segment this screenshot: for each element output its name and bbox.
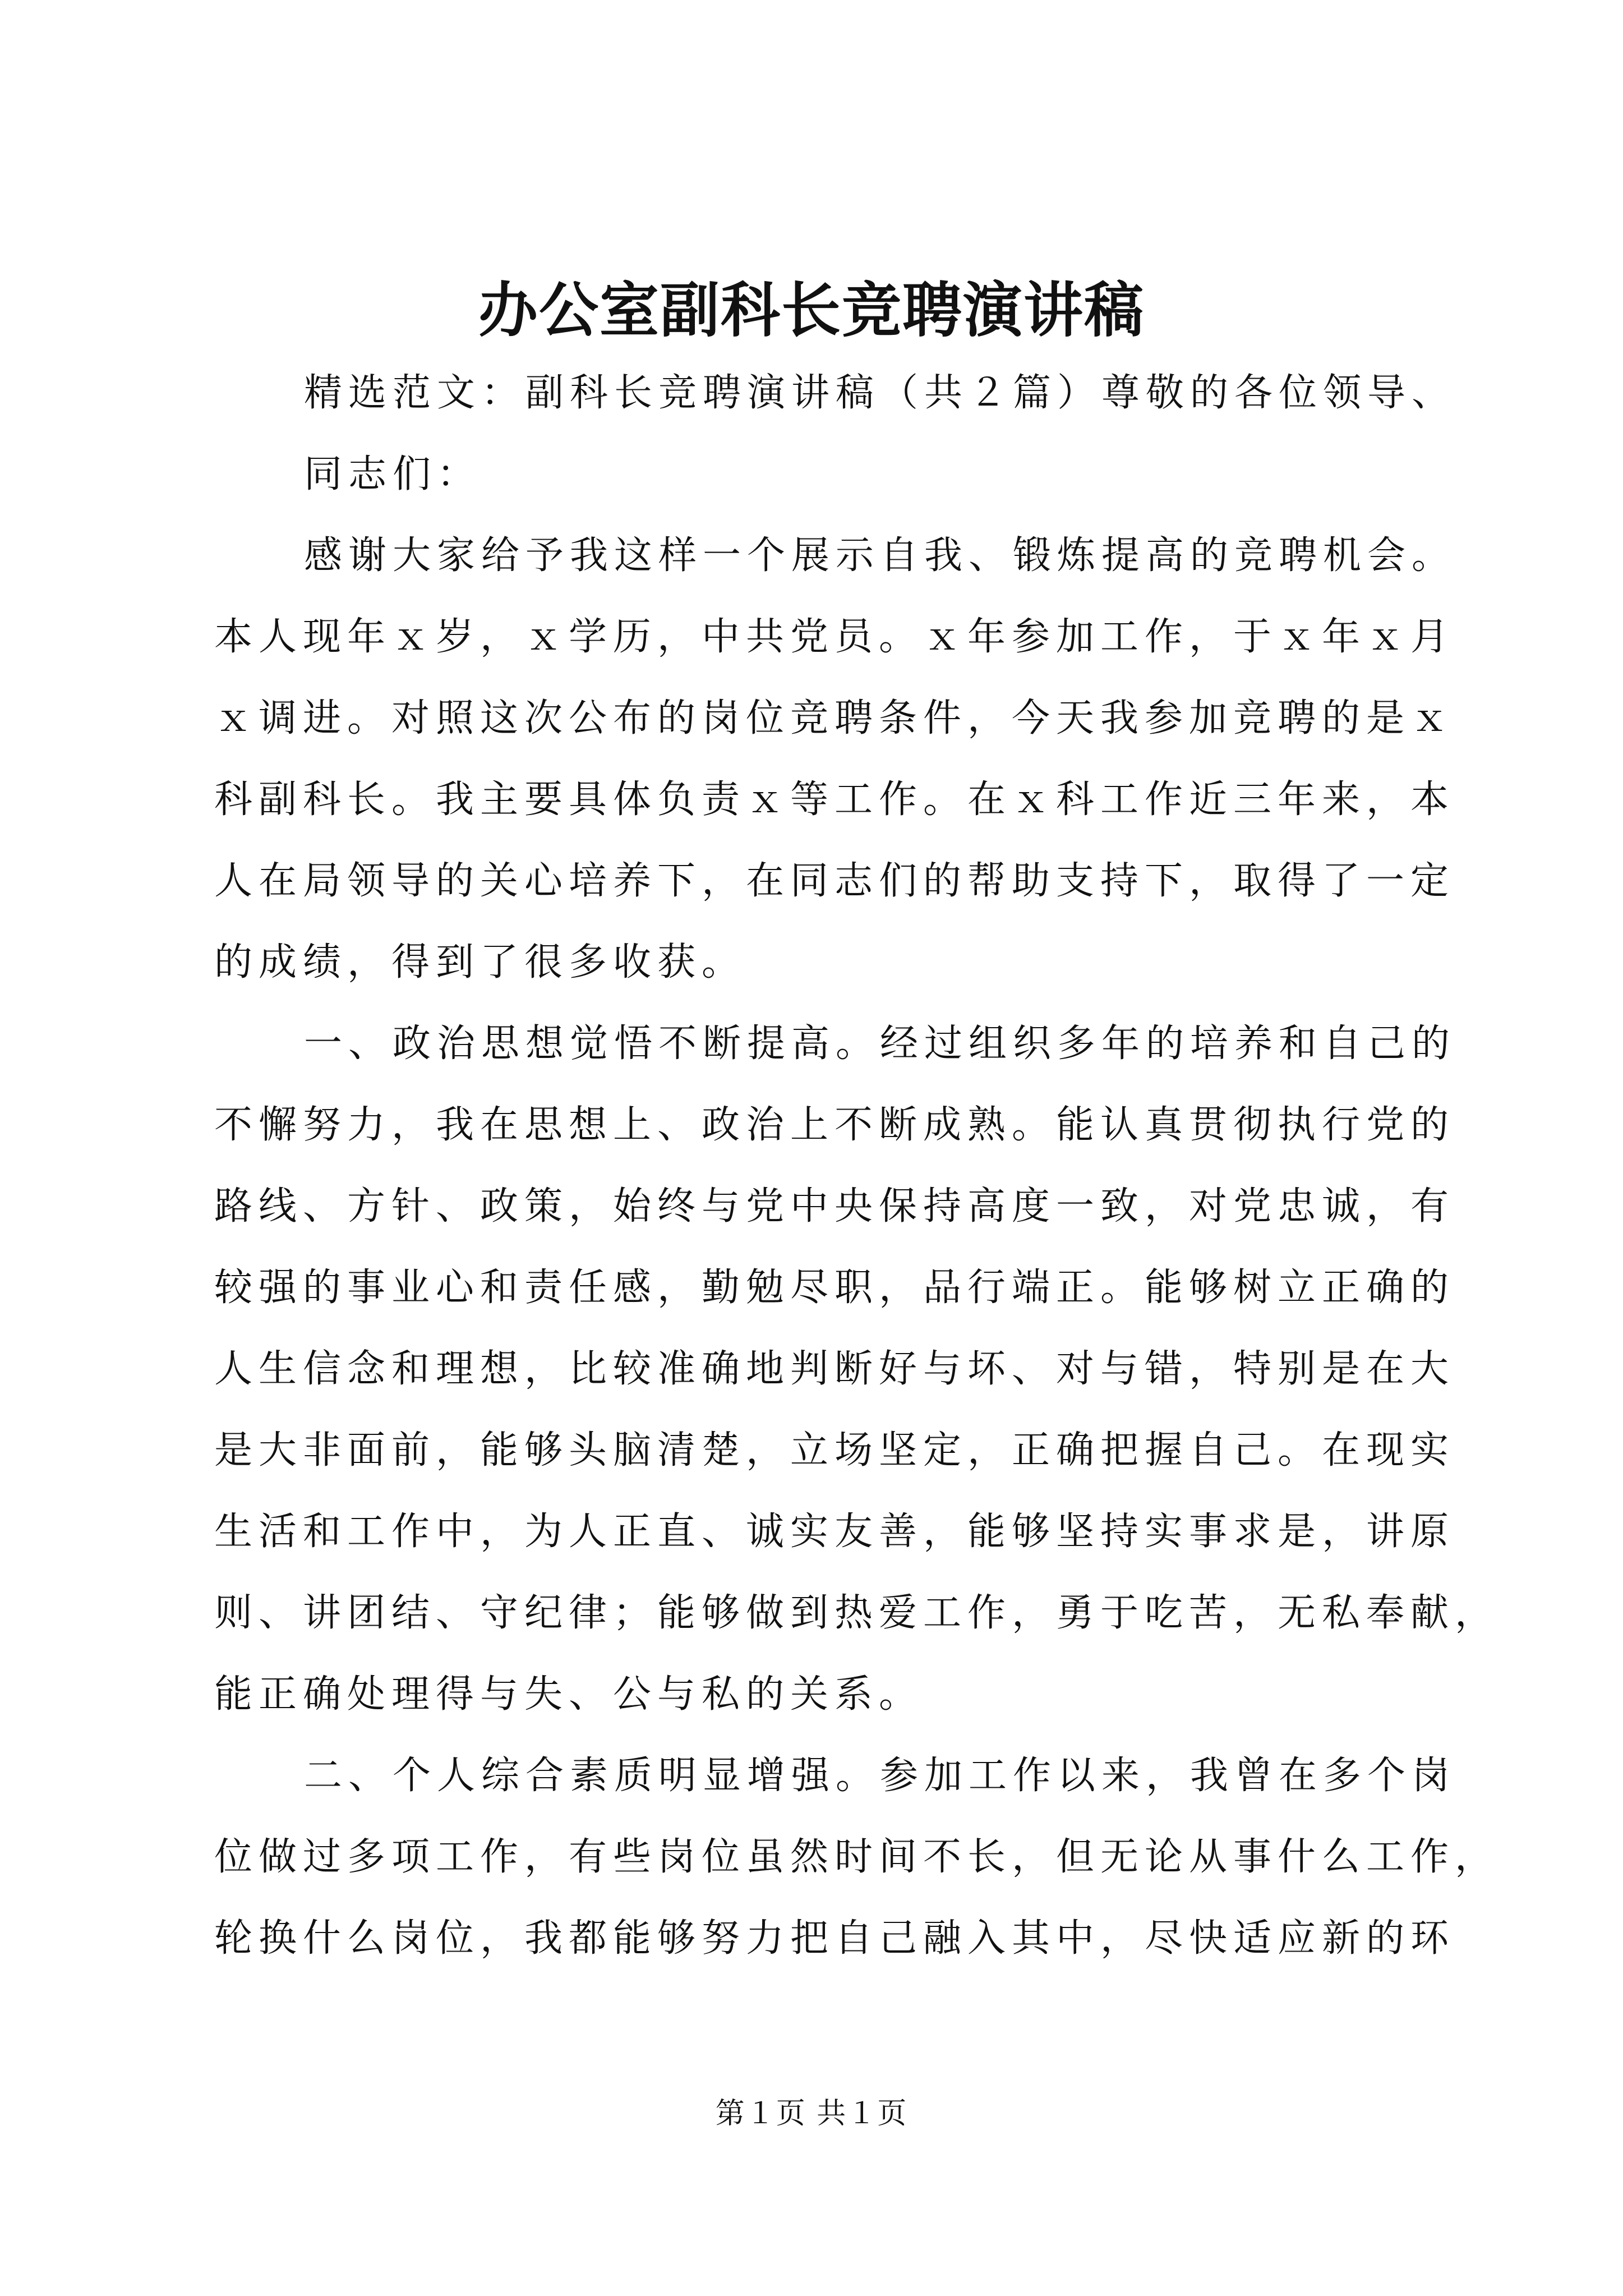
paragraph-line: 人生信念和理想，比较准确地判断好与坏、对与错，特别是在大 [214,1347,1455,1391]
paragraph-line: 不懈努力，我在思想上、政治上不断成熟。能认真贯彻执行党的 [214,1103,1455,1147]
paragraph-line: 则、讲团结、守纪律；能够做到热爱工作，勇于吃苦，无私奉献， [214,1591,1500,1635]
paragraph-line: 是大非面前，能够头脑清楚，立场坚定，正确把握自己。在现实 [214,1428,1455,1473]
paragraph-line: 位做过多项工作，有些岗位虽然时间不长，但无论从事什么工作， [214,1835,1500,1879]
paragraph-line: 生活和工作中，为人正直、诚实友善，能够坚持实事求是，讲原 [214,1510,1455,1554]
paragraph-line: 的成绩，得到了很多收获。 [214,940,746,984]
paragraph-line: 路线、方针、政策，始终与党中央保持高度一致，对党忠诚，有 [214,1184,1455,1228]
paragraph-line: ｘ调进。对照这次公布的岗位竞聘条件，今天我参加竞聘的是ｘ [214,696,1455,740]
paragraph-line: 人在局领导的关心培养下，在同志们的帮助支持下，取得了一定 [214,859,1455,903]
paragraph-line: 一、政治思想觉悟不断提高。经过组织多年的培养和自己的 [304,1022,1456,1066]
paragraph-line: 精选范文：副科长竞聘演讲稿（共２篇）尊敬的各位领导、 [304,371,1456,415]
paragraph-line: 轮换什么岗位，我都能够努力把自己融入其中，尽快适应新的环 [214,1916,1455,1961]
paragraph-line: 科副科长。我主要具体负责ｘ等工作。在ｘ科工作近三年来，本 [214,777,1455,822]
paragraph-line: 较强的事业心和责任感，勤勉尽职，品行端正。能够树立正确的 [214,1266,1455,1310]
paragraph-line: 本人现年ｘ岁，ｘ学历，中共党员。ｘ年参加工作，于ｘ年ｘ月 [214,615,1455,659]
document-body [214,352,1500,1979]
paragraph-line: 感谢大家给予我这样一个展示自我、锻炼提高的竞聘机会。 [304,533,1456,578]
paragraph-line: 同志们： [304,452,482,496]
document-title: 办公室副科长竞聘演讲稿 [478,275,1145,345]
paragraph-line: 能正确处理得与失、公与私的关系。 [214,1672,924,1717]
paragraph-line: 二、个人综合素质明显增强。参加工作以来，我曾在多个岗 [304,1754,1456,1798]
page-footer: 第１页 共１页 [715,2097,908,2131]
